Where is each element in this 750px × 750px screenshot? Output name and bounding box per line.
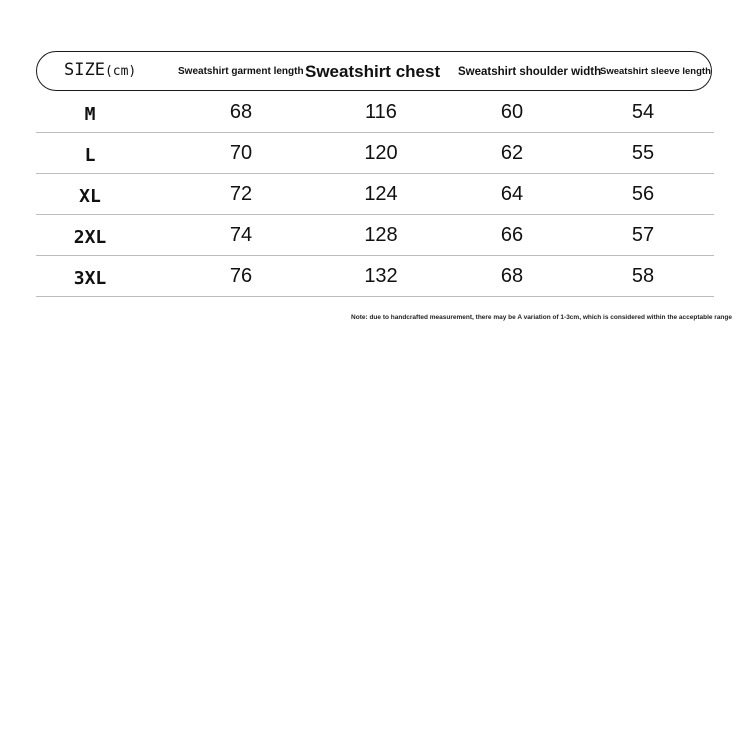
- cell-sleeve: 54: [631, 101, 655, 123]
- header-shoulder-width: Sweatshirt shoulder width: [458, 66, 602, 78]
- header-sleeve-length: Sweatshirt sleeve length: [600, 66, 711, 77]
- cell-length: 70: [229, 142, 253, 164]
- cell-chest: 116: [365, 101, 397, 123]
- table-row: [36, 91, 714, 133]
- table-row: [36, 173, 714, 215]
- cell-chest: 120: [364, 142, 398, 164]
- cell-shoulder: 64: [500, 183, 524, 205]
- header-size-unit: (cm): [104, 64, 137, 79]
- cell-size: XL: [79, 186, 101, 207]
- header-garment-length: Sweatshirt garment length: [178, 66, 304, 77]
- cell-chest: 128: [364, 224, 398, 246]
- table-row: [36, 132, 714, 174]
- cell-size: 2XL: [73, 227, 107, 248]
- header-size-label: SIZE: [64, 60, 105, 80]
- cell-shoulder: 68: [500, 265, 524, 287]
- cell-length: 72: [229, 183, 253, 205]
- cell-length: 68: [229, 101, 253, 123]
- measurement-note: Note: due to handcrafted measurement, there may be A variation of 1-3cm, which is considered within the acceptable range: [351, 314, 732, 321]
- cell-sleeve: 57: [631, 224, 655, 246]
- cell-length: 74: [229, 224, 253, 246]
- cell-sleeve: 58: [631, 265, 655, 287]
- table-row: [36, 255, 714, 297]
- cell-length: 76: [229, 265, 253, 287]
- header-size: [64, 60, 136, 80]
- cell-size: L: [84, 145, 96, 166]
- cell-size: 3XL: [73, 268, 107, 289]
- cell-chest: 132: [364, 265, 398, 287]
- cell-shoulder: 66: [500, 224, 524, 246]
- table-row: [36, 214, 714, 256]
- header-chest: Sweatshirt chest: [305, 62, 441, 81]
- cell-chest: 124: [364, 183, 398, 205]
- cell-sleeve: 56: [631, 183, 655, 205]
- cell-shoulder: 62: [500, 142, 524, 164]
- cell-shoulder: 60: [500, 101, 524, 123]
- cell-size: M: [84, 104, 96, 125]
- cell-sleeve: 55: [631, 142, 655, 164]
